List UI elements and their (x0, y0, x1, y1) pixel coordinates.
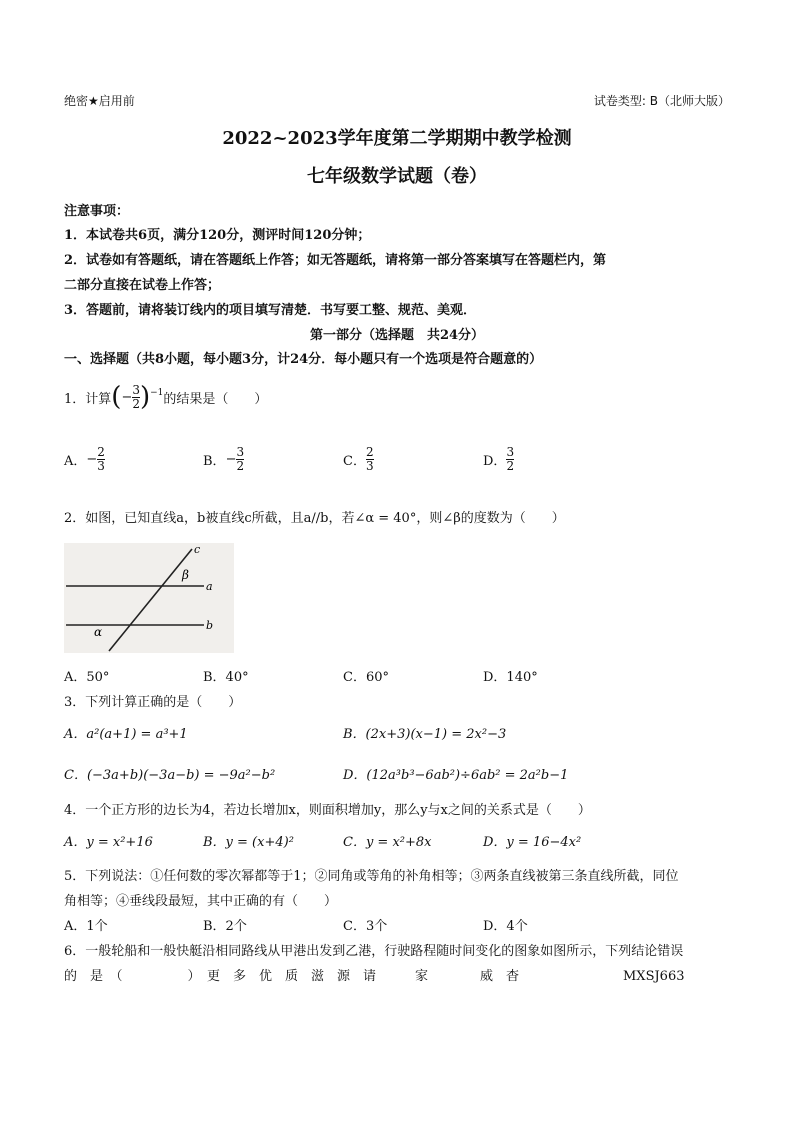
q1-option-b[interactable] (203, 446, 244, 472)
numerator: 2 (97, 445, 105, 459)
confidential-label: 绝密★启用前 (64, 94, 135, 108)
notice-heading: 注意事项： (64, 204, 130, 219)
question-1 (64, 382, 267, 412)
label-beta: β (182, 568, 189, 582)
numerator: 3 (236, 445, 245, 459)
q1-prefix: 1．计算 (64, 391, 112, 407)
label-a: a (206, 580, 213, 593)
q1-numerator: 3 (132, 382, 140, 397)
part-one-heading: 第一部分（选择题 共24分） (309, 328, 485, 343)
question-6-line-2: 的 是 （ ） 更 多 优 质 滋 源 请 家 威 杳 MXSJ663 (64, 969, 685, 984)
q1-denominator: 2 (132, 396, 140, 411)
option-fraction (366, 446, 374, 472)
exam-type-label: 试卷类型: B（北师大版） (593, 94, 730, 108)
denominator: 3 (97, 458, 105, 473)
q1-option-a[interactable] (64, 446, 105, 472)
option-fraction (97, 446, 105, 472)
q2-option-d[interactable]: D．140° (483, 670, 538, 685)
numerator: 3 (506, 445, 515, 459)
q2-figure (64, 543, 234, 653)
question-3: 3．下列计算正确的是（ ） (64, 695, 242, 710)
q1-fraction (132, 384, 140, 410)
q1-suffix: 的结果是（ ） (163, 391, 268, 407)
q1-exponent: −1 (150, 388, 164, 398)
q5-option-a[interactable]: A．1个 (64, 919, 108, 934)
q4-option-d[interactable]: D．y = 16−4x² (483, 835, 582, 850)
q5-option-b[interactable]: B．2个 (203, 919, 247, 934)
q1-option-d[interactable] (483, 446, 514, 472)
q1-option-c[interactable] (343, 446, 374, 472)
option-label: C． (343, 453, 366, 469)
q4-option-c[interactable]: C．y = x²+8x (343, 835, 432, 850)
notice-item-1: 1．本试卷共6页，满分120分，测评时间120分钟； (64, 228, 371, 243)
question-4: 4．一个正方形的边长为4，若边长增加x，则面积增加y，那么y与x之间的关系式是（ ） (64, 803, 591, 818)
parallel-lines-diagram (64, 543, 234, 653)
notice-item-3: 3．答题前，请将装订线内的项目填写清楚．书写要工整、规范、美观． (64, 303, 477, 318)
q2-option-b[interactable]: B．40° (203, 670, 249, 685)
exam-subtitle: 七年级数学试题（卷） (307, 166, 487, 187)
q3-option-b[interactable]: B．(2x+3)(x−1) = 2x²−3 (343, 727, 507, 742)
q2-option-a[interactable]: A．50° (64, 670, 110, 685)
label-c: c (194, 543, 201, 556)
denominator: 2 (506, 458, 515, 473)
denominator: 3 (365, 458, 374, 473)
q1-minus: − (121, 389, 133, 405)
q2-option-c[interactable]: C．60° (343, 670, 389, 685)
q4-option-b[interactable]: B．y = (x+4)² (203, 835, 294, 850)
option-label: B． (203, 453, 226, 469)
q4-option-a[interactable]: A．y = x²+16 (64, 835, 153, 850)
denominator: 2 (236, 458, 245, 473)
option-fraction (236, 446, 244, 472)
option-label: D． (483, 453, 507, 469)
exam-title: 2022~2023学年度第二学期期中教学检测 (222, 128, 572, 149)
right-paren: ) (139, 382, 151, 412)
notice-item-2a: 2．试卷如有答题纸，请在答题纸上作答；如无答题纸，请将第一部分答案填写在答题栏内，第 (64, 253, 607, 268)
q5-option-d[interactable]: D．4个 (483, 919, 528, 934)
section-one-heading: 一、选择题（共8小题，每小题3分，计24分．每小题只有一个选项是符合题意的） (64, 352, 543, 367)
question-5-line-2: 角相等；④垂线段最短，其中正确的有（ ） (64, 894, 338, 909)
option-fraction (506, 446, 514, 472)
numerator: 2 (365, 445, 374, 459)
question-5-line-1: 5．下列说法：①任何数的零次幂都等于1；②同角或等角的补角相等；③两条直线被第三条直线所截，同位 (64, 869, 679, 884)
question-6-line-1: 6．一般轮船和一般快艇沿相同路线从甲港出发到乙港，行驶路程随时间变化的图象如图所示，下列结论错误 (64, 944, 684, 959)
q3-option-d[interactable]: D．(12a³b³−6ab²)÷6ab² = 2a²b−1 (343, 768, 569, 783)
option-label: A． (64, 453, 87, 469)
label-alpha: α (94, 625, 103, 639)
question-2: 2．如图，已知直线a，b被直线c所截，且a//b，若∠α = 40°，则∠β的度数为（ ） (64, 511, 565, 526)
notice-item-2b: 二部分直接在试卷上作答； (64, 278, 221, 293)
left-paren: ( (111, 382, 122, 412)
q3-option-a[interactable]: A．a²(a+1) = a³+1 (64, 727, 188, 742)
q5-option-c[interactable]: C．3个 (343, 919, 388, 934)
option-sign: − (86, 451, 98, 467)
q3-option-c[interactable]: C．(−3a+b)(−3a−b) = −9a²−b² (64, 768, 276, 783)
option-sign: − (225, 451, 237, 467)
label-b: b (206, 619, 214, 632)
